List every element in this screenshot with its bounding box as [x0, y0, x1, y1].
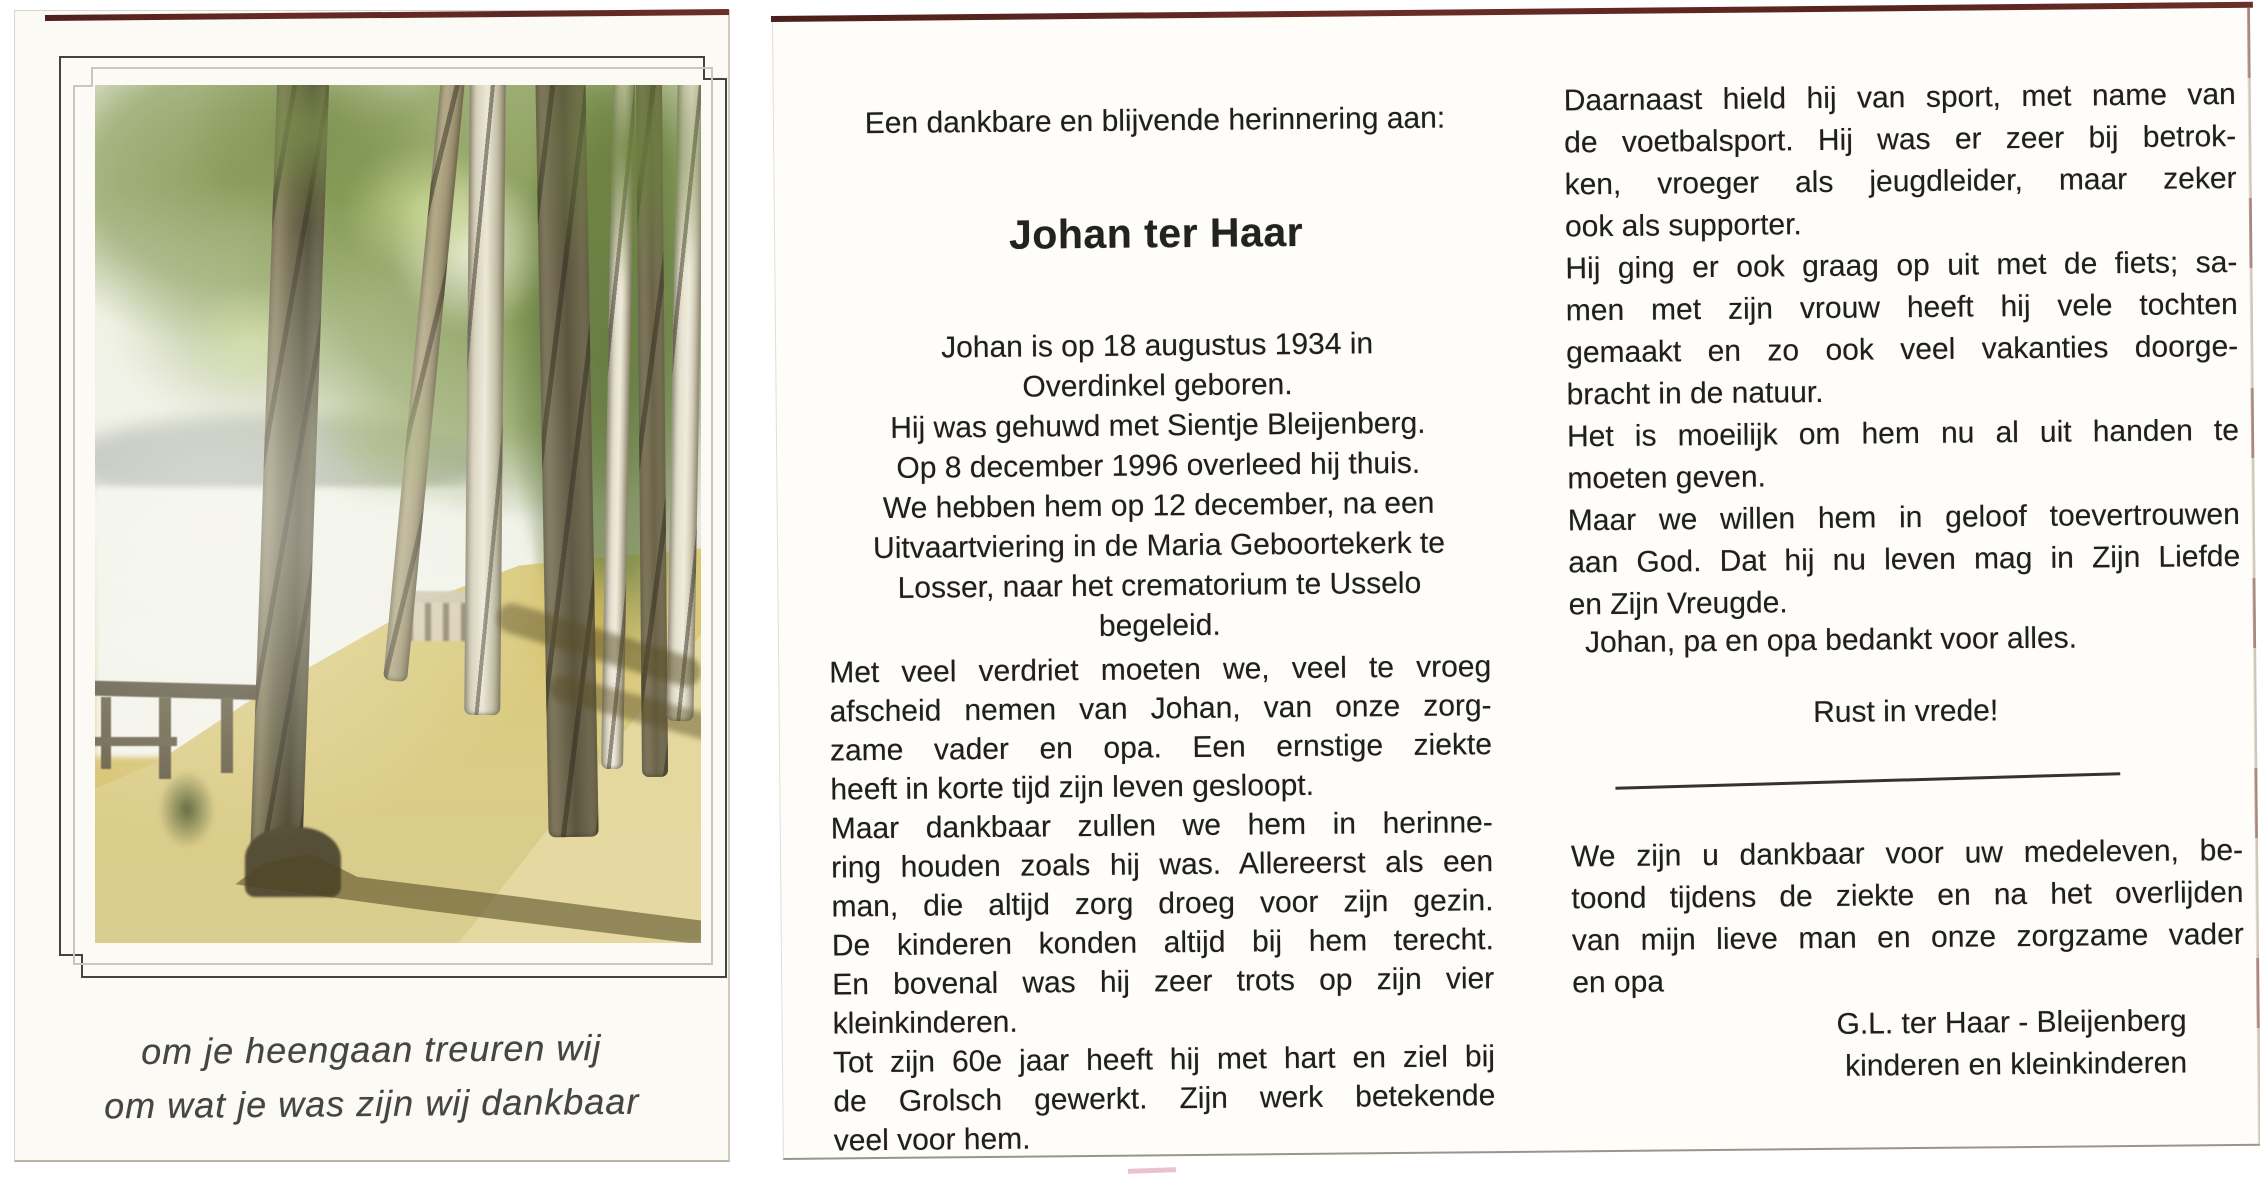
paragraph-line: Johan is op 18 augustus 1934 in [940, 327, 1374, 365]
paragraph-line: ring houden zoals hij was. Allereerst als een [830, 845, 1494, 885]
paragraph-line: We zijn u dankbaar voor uw medeleven, be- [1570, 833, 2244, 874]
inside-column-right [1563, 8, 2246, 1150]
rest-in-peace-line: Rust in vrede! [1812, 694, 1999, 730]
paragraph-line: en Zijn Vreugde. [1568, 586, 1788, 622]
paragraph-line: Op 8 december 1996 overleed hij thuis. [896, 446, 1421, 485]
inside-column-left [823, 15, 1496, 1157]
paragraph-line: gemaakt en zo ook veel vakanties doorge- [1566, 329, 2239, 370]
paragraph-line: en opa [1572, 965, 1665, 1000]
scan-artifact [1128, 1167, 1176, 1174]
memorial-card-inside [772, 8, 2260, 1160]
deceased-name: Johan ter Haar [1008, 208, 1304, 258]
paragraph-line: veel voor hem. [833, 1122, 1031, 1158]
sport-paragraph [1564, 74, 2241, 626]
thanks-line: Johan, pa en opa bedankt voor alles. [1584, 621, 2078, 660]
intro-line: Een dankbare en blijvende herinnering aan: [864, 101, 1446, 141]
birch-lakeside-photo [95, 85, 701, 943]
caption-line: om je heengaan treuren wij [140, 1026, 602, 1073]
paragraph-line: Met veel verdriet moeten we, veel te vroeg [829, 650, 1492, 690]
paragraph-line: kleinkinderen. [832, 1005, 1018, 1041]
paragraph-line: men met zijn vrouw heeft hij vele tochten [1565, 287, 2238, 328]
section-divider-line [1615, 772, 2120, 790]
paragraph-line: heeft in korte tijd zijn leven gesloopt. [830, 768, 1315, 807]
paragraph-line: van mijn lieve man en onze zorgzame vader [1571, 917, 2244, 958]
paragraph-line: Uitvaartviering in de Maria Geboortekerk te [872, 526, 1446, 566]
paragraph-line: Maar dankbaar zullen we hem in herinne- [830, 806, 1493, 846]
paragraph-line: aan God. Dat hij nu leven mag in Zijn Liefde [1568, 539, 2241, 580]
front-caption [15, 1020, 729, 1134]
life-dates-paragraph [826, 323, 1491, 649]
memory-paragraph [829, 647, 1496, 1160]
card-top-edge [45, 9, 729, 21]
memorial-card-front [14, 10, 730, 1162]
paragraph-line: ken, vroeger als jeugdleider, maar zeker [1564, 161, 2237, 202]
paragraph-line: Daarnaast hield hij van sport, met name van [1563, 77, 2236, 118]
signature-line: G.L. ter Haar - Bleijenberg [1836, 1004, 2187, 1041]
paragraph-line: afscheid nemen van Johan, van onze zorg- [829, 689, 1492, 729]
paragraph-line: toond tijdens de ziekte en na het overlijden [1571, 875, 2244, 916]
paragraph-line: ook als supporter. [1564, 208, 1802, 244]
paragraph-line: Overdinkel geboren. [1022, 368, 1293, 404]
paragraph-line: begeleid. [1098, 608, 1221, 643]
paragraph-line: Hij was gehuwd met Sientje Bleijenberg. [890, 406, 1426, 445]
paragraph-line: Maar we willen hem in geloof toevertrouwen [1567, 497, 2240, 538]
paragraph-line: zame vader en opa. Een ernstige ziekte [829, 728, 1493, 768]
caption-line: om wat je was zijn wij dankbaar [103, 1080, 640, 1127]
paragraph-line: de Grolsch gewerkt. Zijn werk betekende [833, 1079, 1496, 1119]
paragraph-line: Hij ging er ook graag op uit met de fiets; sa- [1565, 245, 2238, 286]
paragraph-line: En bovenal was hij zeer trots op zijn vier [832, 962, 1495, 1002]
paragraph-line: De kinderen konden altijd bij hem terecht. [831, 923, 1494, 963]
signature-line: kinderen en kleinkinderen [1845, 1046, 2188, 1083]
paragraph-line: bracht in de natuur. [1566, 375, 1824, 412]
paragraph-line: moeten geven. [1567, 460, 1767, 496]
paragraph-line: Losser, naar het crematorium te Usselo [897, 566, 1422, 605]
signature-block [1572, 1000, 2245, 1090]
paragraph-line: Het is moeilijk om hem nu al uit handen te [1566, 413, 2240, 454]
paragraph-line: de voetbalsport. Hij was er zeer bij betrok- [1564, 119, 2237, 160]
paragraph-line: man, die altijd zorg droeg voor zijn gezin. [831, 884, 1494, 924]
paragraph-line: Tot zijn 60e jaar heeft hij met hart en ziel bij [832, 1040, 1496, 1080]
paragraph-line: We hebben hem op 12 december, na een [882, 486, 1435, 525]
condolence-paragraph [1571, 830, 2245, 1004]
photo-light-haze [95, 85, 701, 943]
